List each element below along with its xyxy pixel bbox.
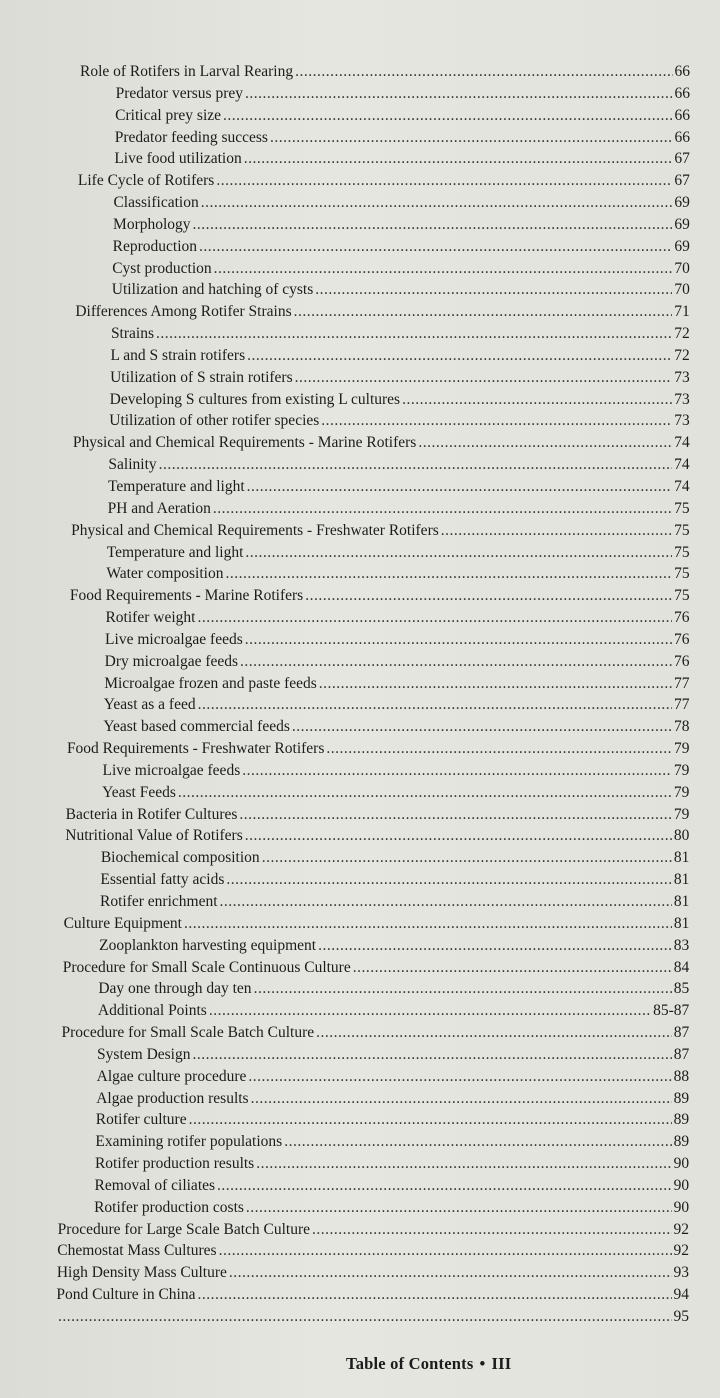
toc-entry-title: Differences Among Rotifer Strains: [75, 303, 292, 321]
toc-entry-page: 75: [674, 565, 690, 583]
toc-entry-title: Essential fatty acids: [100, 871, 225, 889]
toc-entry: [70, 586, 690, 606]
toc-entry-page: 81: [673, 893, 690, 910]
toc-entry: [100, 892, 689, 912]
toc-entry-title: Algae culture procedure: [96, 1067, 247, 1085]
toc-entry: [95, 1132, 689, 1152]
toc-dot-leader: [213, 499, 672, 519]
toc-dot-leader: [295, 368, 673, 388]
toc-entry-title: L and S strain rotifers: [110, 346, 246, 364]
toc-entry-title: Rotifer production costs: [94, 1198, 244, 1216]
toc-dot-leader: [197, 608, 672, 628]
toc-dot-leader: [201, 193, 673, 213]
toc-dot-leader: [319, 674, 672, 694]
toc-entry: [105, 630, 689, 650]
toc-dot-leader: [199, 237, 672, 257]
toc-entry: [67, 739, 690, 759]
toc-dot-leader: [318, 936, 672, 956]
toc-entry: [58, 1220, 689, 1240]
toc-dot-leader: [254, 979, 672, 999]
toc-dot-leader: [193, 215, 673, 235]
toc-dot-leader: [178, 783, 672, 803]
toc-entry-page: 90: [673, 1155, 690, 1173]
toc-entry-title: Rotifer weight: [105, 609, 196, 627]
toc-entry: [97, 1067, 690, 1087]
toc-entry-title: Yeast Feeds: [102, 783, 176, 801]
toc-dot-leader: [294, 302, 673, 322]
toc-entry-title: Utilization of S strain rotifers: [110, 368, 293, 386]
toc-entry-title: Additional Points: [97, 1002, 207, 1020]
toc-entry-page: 87: [673, 1045, 690, 1063]
toc-entry-page: 76: [674, 609, 690, 627]
toc-entry-page: 72: [674, 325, 690, 343]
toc-entry: [111, 324, 690, 344]
toc-entry: [108, 499, 690, 519]
toc-entry: [56, 1307, 689, 1327]
footer-page-number: III: [491, 1354, 512, 1373]
toc-entry-page: 74: [674, 478, 690, 495]
toc-dot-leader: [245, 630, 672, 650]
toc-entry-title: Critical prey size: [115, 106, 222, 124]
toc-entry-page: 80: [673, 827, 690, 845]
toc-entry-page: 77: [674, 674, 690, 692]
toc-entry: [96, 1089, 689, 1109]
toc-dot-leader: [353, 958, 672, 978]
toc-entry: [101, 848, 690, 868]
toc-entry-title: Live food utilization: [114, 150, 242, 168]
toc-dot-leader: [418, 433, 672, 453]
toc-entry: [103, 717, 689, 737]
toc-dot-leader: [189, 1110, 672, 1130]
toc-entry: [115, 128, 690, 148]
toc-dot-leader: [229, 1263, 672, 1283]
toc-entry: [112, 280, 690, 300]
toc-entry-title: Zooplankton harvesting equipment: [99, 936, 317, 954]
toc-entry-title: Temperature and light: [108, 478, 245, 495]
toc-entry-title: Reproduction: [112, 237, 197, 255]
toc-entry: [113, 237, 690, 257]
toc-entry: [103, 761, 690, 781]
toc-dot-leader: [316, 1023, 672, 1043]
toc-entry: [61, 1023, 689, 1043]
toc-entry-title: Bacteria in Rotifer Cultures: [65, 805, 238, 823]
toc-entry: [109, 411, 689, 431]
toc-entry-title: Examining rotifer populations: [95, 1133, 283, 1151]
toc-entry-page: 75: [674, 521, 690, 539]
toc-dot-leader: [315, 280, 672, 300]
toc-entry-page: 70: [674, 281, 690, 299]
toc-dot-leader: [239, 805, 671, 825]
toc-entry: [96, 1110, 689, 1130]
toc-entry-title: Physical and Chemical Requirements - Marine Rotifers: [72, 434, 417, 452]
toc-entry-page: 93: [673, 1264, 690, 1282]
toc-entry-page: 95: [673, 1308, 689, 1325]
toc-entry-page: 73: [674, 390, 690, 408]
toc-dot-leader: [247, 346, 672, 366]
toc-dot-leader: [245, 826, 672, 846]
toc-dot-leader: [223, 106, 672, 126]
toc-entry-page: 73: [674, 412, 690, 430]
toc-dot-leader: [244, 149, 673, 169]
toc-entry-page: 81: [673, 871, 690, 889]
toc-entry-title: Live microalgae feeds: [102, 761, 241, 779]
toc-entry-title: Life Cycle of Rotifers: [77, 172, 215, 190]
toc-entry-page: 69: [674, 215, 690, 233]
toc-entry: [99, 936, 689, 956]
toc-entry-page: 66: [674, 106, 690, 124]
toc-dot-leader: [159, 455, 673, 475]
toc-dot-leader: [321, 411, 672, 431]
toc-entry: [106, 564, 689, 584]
toc-entry-title: Classification: [113, 194, 199, 212]
toc-entry: [107, 543, 690, 563]
toc-entry-title: Yeast based commercial feeds: [103, 718, 290, 736]
toc-dot-leader: [312, 1220, 672, 1240]
toc-entry-page: 81: [673, 849, 690, 867]
toc-entry-title: Temperature and light: [106, 543, 244, 561]
toc-entry: [110, 390, 690, 410]
toc-entry-page: 66: [674, 128, 690, 146]
toc-entry-page: 67: [674, 150, 690, 168]
toc-entry-page: 79: [673, 783, 690, 801]
toc-entry: [102, 783, 689, 803]
toc-entry: [57, 1263, 689, 1283]
toc-entry: [108, 455, 689, 475]
toc-entry-title: Salinity: [108, 456, 157, 474]
toc-entry-page: 89: [673, 1089, 690, 1107]
toc-entry-page: 79: [673, 740, 690, 758]
toc-entry-page: 94: [673, 1286, 689, 1304]
toc-entry-page: 79: [673, 805, 690, 823]
toc-dot-leader: [192, 1045, 671, 1065]
toc-dot-leader: [248, 1067, 671, 1087]
toc-entry-page: 75: [674, 499, 690, 517]
toc-entry-title: Yeast as a feed: [103, 696, 196, 714]
toc-entry-title: Rotifer enrichment: [100, 893, 218, 910]
toc-entry-page: 72: [674, 346, 690, 364]
toc-dot-leader: [262, 848, 672, 868]
toc-entry: [110, 368, 690, 388]
toc-entry-title: System Design: [97, 1045, 191, 1063]
toc-entry-title: Culture Equipment: [63, 914, 182, 932]
toc-entry-page: 84: [673, 958, 690, 976]
toc-entry-title: Cyst production: [112, 259, 212, 277]
toc-entry: [113, 215, 690, 235]
toc-dot-leader: [246, 1198, 672, 1218]
toc-dot-leader: [245, 543, 672, 563]
toc-entry: [71, 521, 689, 541]
toc-entry-title: Microalgae frozen and paste feeds: [104, 674, 317, 692]
toc-entry: [56, 1285, 689, 1305]
toc-entry-title: Predator versus prey: [115, 84, 243, 102]
toc-dot-leader: [270, 128, 672, 148]
toc-entry-page: 85-87: [653, 1002, 690, 1020]
toc-entry-page: 76: [674, 630, 690, 648]
toc-entry: [66, 805, 690, 825]
toc-entry: [95, 1154, 689, 1174]
toc-entry-title: Removal of ciliates: [94, 1176, 216, 1194]
toc-dot-leader: [217, 1176, 672, 1196]
toc-entry-title: Physical and Chemical Requirements - Freshwater Rotifers: [71, 521, 439, 539]
toc-dot-leader: [256, 1154, 671, 1174]
toc-entry-page: 83: [673, 936, 690, 954]
toc-entry-page: 90: [673, 1198, 690, 1216]
toc-dot-leader: [214, 259, 673, 279]
toc-entry: [112, 259, 690, 279]
toc-entry-page: 78: [673, 718, 690, 736]
toc-entry-page: 74: [674, 456, 690, 474]
toc-entry: [113, 193, 689, 213]
toc-entry-title: Live microalgae feeds: [105, 630, 243, 648]
toc-entry-page: 66: [674, 84, 690, 102]
toc-entry-title: Food Requirements - Marine Rotifers: [69, 587, 304, 605]
toc-entry-title: High Density Mass Culture: [56, 1264, 227, 1282]
toc-entry-page: 75: [674, 587, 690, 605]
toc-dot-leader: [441, 521, 672, 541]
toc-entry-page: 69: [674, 237, 690, 255]
toc-entry: [65, 826, 689, 846]
toc-dot-leader: [240, 652, 672, 672]
toc-entry-title: Procedure for Large Scale Batch Culture: [57, 1220, 311, 1238]
toc-dot-leader: [284, 1132, 671, 1152]
toc-dot-leader: [156, 324, 672, 344]
toc-entry-page: 81: [673, 914, 690, 932]
toc-entry: [73, 433, 690, 453]
toc-dot-leader: [184, 914, 672, 934]
toc-dot-leader: [295, 62, 672, 82]
footer-label: Table of Contents: [346, 1354, 474, 1373]
toc-entry-page: 74: [674, 434, 690, 452]
toc-dot-leader: [225, 564, 672, 584]
toc-entry: [105, 608, 689, 628]
toc-entry: [80, 62, 690, 82]
toc-entry-title: Procedure for Small Scale Batch Culture: [61, 1024, 315, 1042]
toc-entry-page: 88: [673, 1067, 690, 1085]
toc-dot-leader: [216, 171, 672, 191]
toc-entry-page: 67: [674, 172, 690, 190]
toc-entry: [98, 1001, 689, 1021]
toc-entry-page: 85: [673, 980, 690, 998]
toc-entry: [95, 1176, 690, 1196]
toc-dot-leader: [247, 477, 673, 497]
toc-entry: [78, 171, 690, 191]
toc-entry-page: 90: [673, 1176, 690, 1194]
toc-dot-leader: [402, 390, 672, 410]
toc-entry-title: Morphology: [113, 215, 191, 233]
toc-entry-title: Procedure for Small Scale Continuous Culture: [62, 958, 351, 976]
page-footer: [346, 1354, 511, 1374]
toc-dot-leader: [326, 739, 672, 759]
toc-dot-leader: [198, 695, 672, 715]
toc-entry: [116, 84, 690, 104]
toc-entry-title: Water composition: [106, 565, 224, 583]
toc-entry-page: 92: [673, 1242, 690, 1260]
toc-entry: [104, 695, 690, 715]
toc-entry: [64, 914, 690, 934]
toc-entry-title: Food Requirements - Freshwater Rotifers: [66, 740, 325, 758]
toc-entry-page: 76: [674, 652, 690, 670]
toc-entry-title: Predator feeding success: [114, 128, 268, 146]
toc-entry-title: Chemostat Mass Cultures: [57, 1242, 217, 1260]
toc-entry: [105, 652, 690, 672]
toc-entry-title: Biochemical composition: [100, 849, 260, 867]
toc-dot-leader: [251, 1089, 672, 1109]
toc-dot-leader: [245, 84, 672, 104]
toc-entry-title: Strains: [110, 325, 154, 343]
toc-entry-page: 66: [674, 63, 690, 80]
toc-dot-leader: [209, 1001, 651, 1021]
toc-entry: [100, 870, 689, 890]
toc-dot-leader: [58, 1307, 672, 1327]
toc-entry-page: 89: [673, 1133, 690, 1151]
toc-entry-page: 69: [674, 194, 690, 212]
toc-entry-page: 70: [674, 259, 690, 277]
toc-entry: [114, 149, 690, 169]
toc-entry-title: Algae production results: [96, 1089, 249, 1107]
toc-entry-title: Utilization and hatching of cysts: [111, 281, 314, 299]
toc-dot-leader: [305, 586, 672, 606]
toc-entry: [97, 1045, 689, 1065]
toc-entry: [75, 302, 689, 322]
toc-entry: [108, 477, 690, 497]
toc-entry-page: 71: [674, 303, 690, 321]
footer-separator: •: [479, 1354, 486, 1373]
toc-entry-page: 89: [673, 1111, 690, 1129]
toc-dot-leader: [197, 1285, 671, 1305]
toc-entry-page: 79: [673, 761, 690, 779]
toc-entry: [57, 1241, 689, 1261]
toc-entry: [94, 1198, 689, 1218]
toc-entry-page: 77: [673, 696, 690, 714]
toc-entry: [115, 106, 690, 126]
toc-entry: [98, 979, 689, 999]
toc-entry: [63, 958, 690, 978]
toc-dot-leader: [292, 717, 672, 737]
toc-entry-title: Utilization of other rotifer species: [109, 412, 320, 430]
toc-dot-leader: [242, 761, 672, 781]
toc-entry-title: Developing S cultures from existing L cultures: [109, 390, 401, 408]
toc-entry-title: Rotifer culture: [95, 1111, 187, 1129]
toc-entry-page: 73: [674, 368, 690, 386]
toc-dot-leader: [220, 892, 672, 912]
toc-entry-page: 92: [673, 1220, 690, 1238]
toc-entry-page: 75: [674, 543, 690, 561]
toc-entry-title: Pond Culture in China: [56, 1286, 196, 1304]
toc-entry-title: Role of Rotifers in Larval Rearing: [80, 63, 294, 80]
toc-entry-title: Rotifer production results: [94, 1155, 255, 1173]
toc-entry-title: Dry microalgae feeds: [104, 652, 239, 670]
toc-entry-page: 87: [673, 1024, 690, 1042]
toc-entry-title: Day one through day ten: [98, 980, 252, 998]
toc-entry-title: Nutritional Value of Rotifers: [65, 827, 243, 845]
toc-dot-leader: [219, 1241, 672, 1261]
toc-dot-leader: [226, 870, 671, 890]
toc-entry-title: PH and Aeration: [107, 499, 211, 517]
toc-entry: [111, 346, 690, 366]
toc-entry: [104, 674, 689, 694]
